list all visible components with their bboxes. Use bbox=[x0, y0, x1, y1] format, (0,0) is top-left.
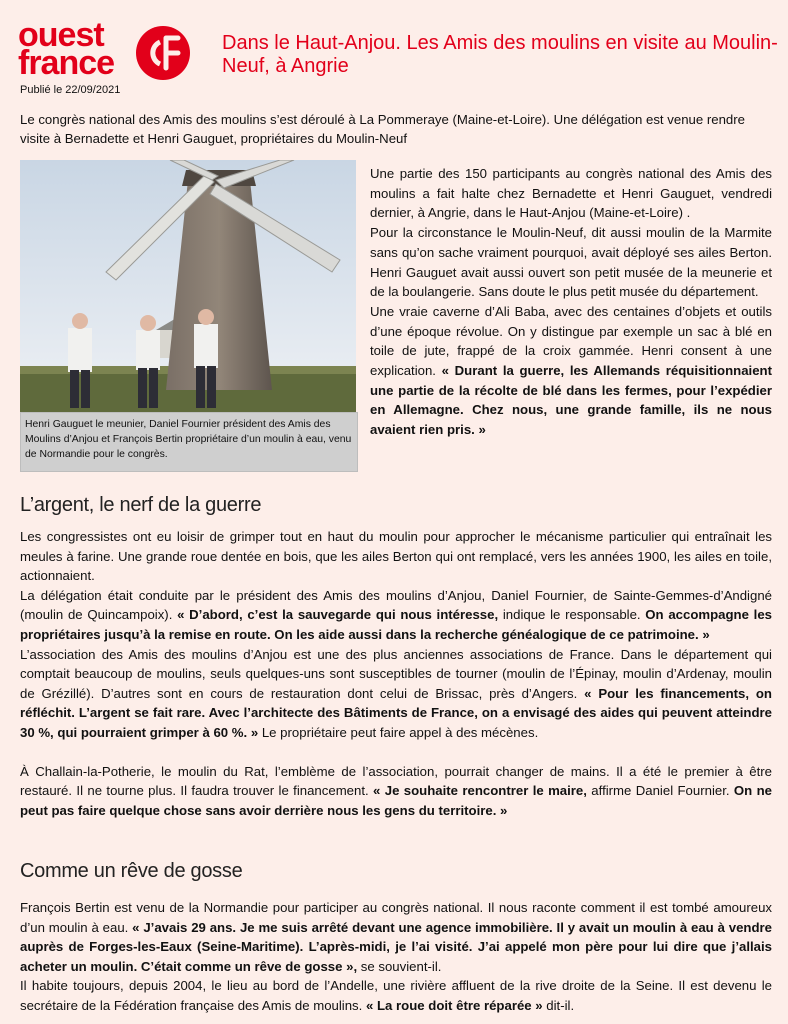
paragraph-text: À Challain-la-Potherie, le moulin du Rat, l’emblème de l’association, pourrait changer de mains. Il a été le premier à être restauré. Il ne tourne plus. Il faudra trouver le financement. bbox=[20, 763, 772, 799]
article-lead: Le congrès national des Amis des moulins s’est déroulé à La Pommeraye (Maine-et-Loire). Une délégation est venue rendre visite à Bernadette et Henri Gauguet, propriétaires du Moulin-Neuf bbox=[20, 112, 745, 146]
paragraph-text: se souvient-il. bbox=[357, 958, 442, 974]
publish-date: Publié le 22/09/2021 bbox=[20, 84, 121, 96]
photo-caption: Henri Gauguet le meunier, Daniel Fournier président des Amis des Moulins d’Anjou et François Bertin propriétaire d’un moulin à eau, venu de Normandie pour le congrès. bbox=[20, 412, 358, 472]
paragraph-text: dit-il. bbox=[542, 997, 575, 1013]
body-paragraph bbox=[20, 762, 772, 821]
body-paragraph bbox=[20, 586, 772, 645]
logo-word-france: france bbox=[18, 44, 115, 82]
section-heading: L’argent, le nerf de la guerre bbox=[20, 494, 262, 516]
section-heading: Comme un rêve de gosse bbox=[20, 860, 243, 882]
quote-text: On accompagne les propriétaires jusqu’à la remise en route. On les aide aussi dans la recherche généalogique de ce patrimoine. » bbox=[20, 607, 772, 642]
quote-text: « Je souhaite rencontrer le maire, bbox=[373, 783, 587, 799]
paragraph-text: François Bertin est venu de la Normandie pour participer au congrès national. Il nous raconte comment il est tombé amoureux d’un moulin à eau. bbox=[20, 900, 772, 935]
body-paragraph: Les congressistes ont eu loisir de grimper tout en haut du moulin pour approcher le mécanisme particulier qui entraînait les meules à farine. Une grande roue dentée en bois, que les ailes Berton qui ont remplacé, vers les années 1900, les ailes en toile, actionnaient. bbox=[20, 529, 772, 584]
quote-text: On ne peut pas faire quelque chose sans avoir derrière nous les gens du territoire. » bbox=[20, 783, 772, 818]
body-paragraph bbox=[20, 976, 772, 1015]
quote-text: « La roue doit être réparée » bbox=[365, 997, 543, 1013]
paragraph-text: La délégation était conduite par le président des Amis des moulins d’Anjou, Daniel Fournier, de Sainte-Gemmes-d’Andigné (moulin de Quincampoix). bbox=[20, 587, 772, 623]
intro-column bbox=[370, 164, 772, 440]
windmill-photo bbox=[20, 160, 356, 412]
paragraph-text: Le propriétaire peut faire appel à des mécènes. bbox=[258, 724, 539, 740]
paragraph-text: affirme Daniel Fournier. bbox=[586, 783, 734, 799]
intro-paragraph: Une partie des 150 participants au congrès national des Amis des moulins a fait halte chez Bernadette et Henri Gauguet, vendredi dernier, à Angrie, dans le Haut-Anjou (Maine-et-Loire) . bbox=[370, 166, 772, 221]
section-body bbox=[20, 898, 772, 1016]
intro-paragraph bbox=[370, 302, 772, 440]
quote-text: « Durant la guerre, les Allemands réquisitionnaient une partie de la récolte de blé dans les fermes, pour l’expédier en Allemagne. Chez nous, une grande famille, ils ne nous avaient rien pris. » bbox=[370, 363, 772, 438]
paragraph-text: indique le responsable. bbox=[498, 607, 646, 623]
paragraph-text: Une vraie caverne d’Ali Baba, avec des centaines d’objets et outils d’une époque révolue. On y distingue par exemple un sac à blé en toile de jute, frappé de la croix gammée. Henri consent à une explication. bbox=[370, 303, 772, 379]
quote-text: « D’abord, c’est la sauvegarde qui nous intéresse, bbox=[177, 607, 499, 623]
article-headline: Dans le Haut-Anjou. Les Amis des moulins en visite au Moulin-Neuf, à Angrie bbox=[222, 32, 778, 77]
quote-text: « Pour les financements, on réfléchit. L’argent se fait rare. Avec l’architecte des Bâtiments de France, on a envisagé des aides qui peuvent atteindre 30 %, qui pourraient grimper à 60 %. » bbox=[20, 685, 772, 740]
paragraph-text: L’association des Amis des moulins d’Anjou est une des plus anciennes associations de France. Dans le département qui comptait beaucoup de moulins, seuls quelques-uns sont susceptibles de tourner (moulin de l’Épinay, moulin d’Ardenay, moulin de Grézillé). D’autres sont en cours de restauration dont celui de Brissac, près d’Angers. bbox=[20, 646, 772, 701]
ouest-france-logo[interactable] bbox=[18, 16, 178, 86]
section-body bbox=[20, 527, 772, 820]
body-paragraph bbox=[20, 645, 772, 743]
logo-circle-icon bbox=[136, 26, 190, 80]
intro-paragraph: Pour la circonstance le Moulin-Neuf, dit aussi moulin de la Marmite sans qu’on sache vraiment pourquoi, avait déployé ses ailes Berton. Henri Gauguet avait aussi ouvert son petit musée de la meunerie et de la boulangerie. Sans doute le plus petit musée du département. bbox=[370, 225, 772, 300]
logo-word-ouest: ouest bbox=[18, 16, 104, 54]
quote-text: « J’avais 29 ans. Je me suis arrêté devant une agence immobilière. Il y avait un moulin à eau à vendre auprès de Forges-les-Eaux (Seine-Maritime). L’après-midi, je l’ai visité. J’ai appelé mon père pour lui dire que j’allais acheter un moulin. C’était comme un rêve de gosse », bbox=[20, 919, 773, 974]
body-paragraph bbox=[20, 898, 772, 976]
paragraph-text: Il habite toujours, depuis 2004, le lieu au bord de l’Andelle, une rivière affluent de la rive droite de la Seine. Il est devenu le secrétaire de la Fédération française des Amis de moulins. bbox=[20, 978, 772, 1013]
